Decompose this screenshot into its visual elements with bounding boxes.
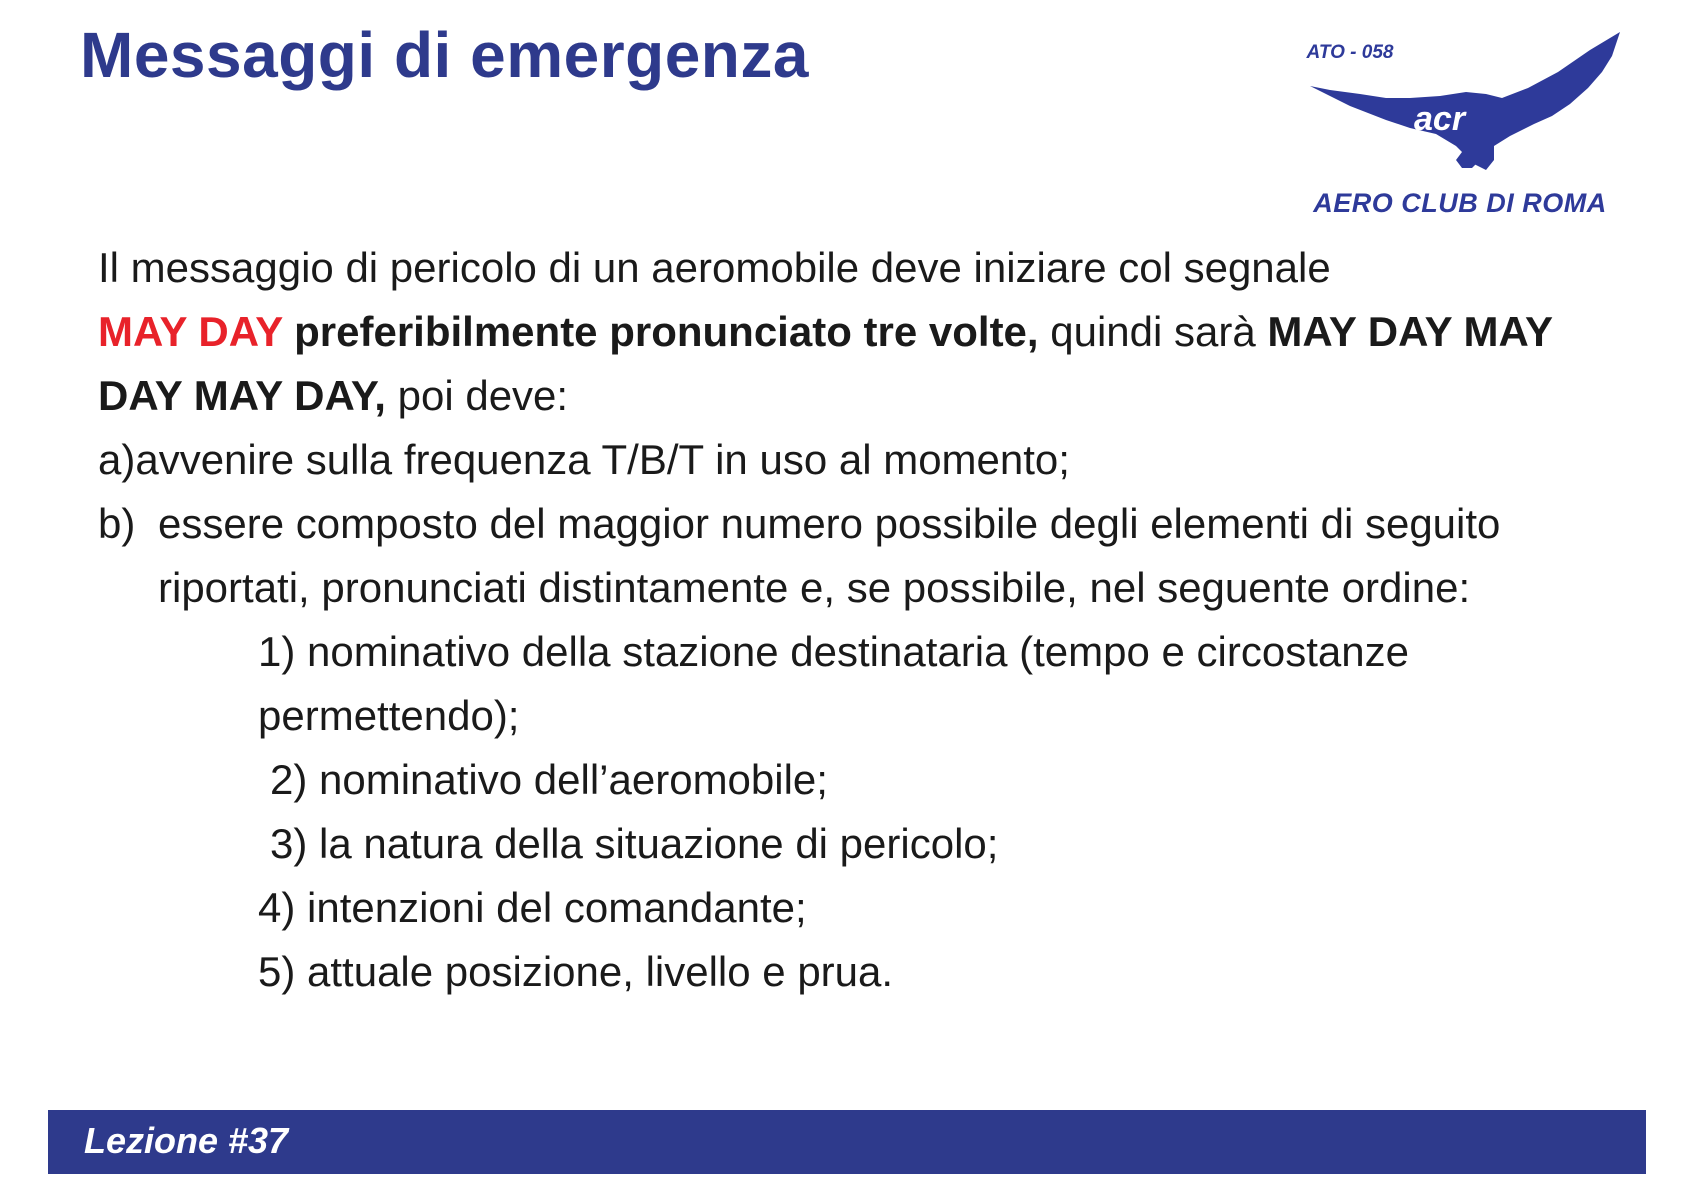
item-b xyxy=(98,492,1598,620)
intro-bold-text: preferibilmente pronunciato tre volte, xyxy=(282,308,1039,355)
sub-item-5: 5) attuale posizione, livello e prua. xyxy=(258,948,894,995)
sub-item-4: 4) intenzioni del comandante; xyxy=(258,884,807,931)
intro-text-1: Il messaggio di pericolo di un aeromobile deve iniziare col segnale xyxy=(98,244,1331,291)
page-title: Messaggi di emergenza xyxy=(80,19,809,91)
intro-text-3: poi deve: xyxy=(385,372,569,419)
intro-paragraph xyxy=(98,236,1598,428)
item-a: a)avvenire sulla frequenza T/B/T in uso al momento; xyxy=(98,436,1070,483)
logo-name: AERO CLUB DI ROMA xyxy=(1313,188,1607,218)
aero-club-logo xyxy=(1290,28,1630,228)
sub-item-3: 3) la natura della situazione di pericolo; xyxy=(270,820,999,867)
footer-bar xyxy=(48,1110,1646,1174)
intro-text-2: quindi sarà xyxy=(1038,308,1268,355)
mayday-signal: MAY DAY xyxy=(98,308,283,355)
svg-text:acr: acr xyxy=(1414,100,1466,138)
item-b-text: essere composto del maggior numero possibile degli elementi di seguito riportati, pronunciati distintamente e, se possibile, nel seguente ordine: xyxy=(158,500,1501,611)
lesson-label: Lezione #37 xyxy=(84,1120,289,1161)
mayday-repeat: MAY DAY MAY DAY MAY DAY, xyxy=(98,308,1553,419)
item-b-label: b) xyxy=(98,500,136,547)
sub-item-1: 1) nominativo della stazione destinataria (tempo e circostanze permettendo); xyxy=(258,628,1409,739)
logo-code: ATO - 058 xyxy=(1306,42,1394,63)
sub-item-2: 2) nominativo dell’aeromobile; xyxy=(270,756,828,803)
slide-body xyxy=(98,236,1598,1004)
